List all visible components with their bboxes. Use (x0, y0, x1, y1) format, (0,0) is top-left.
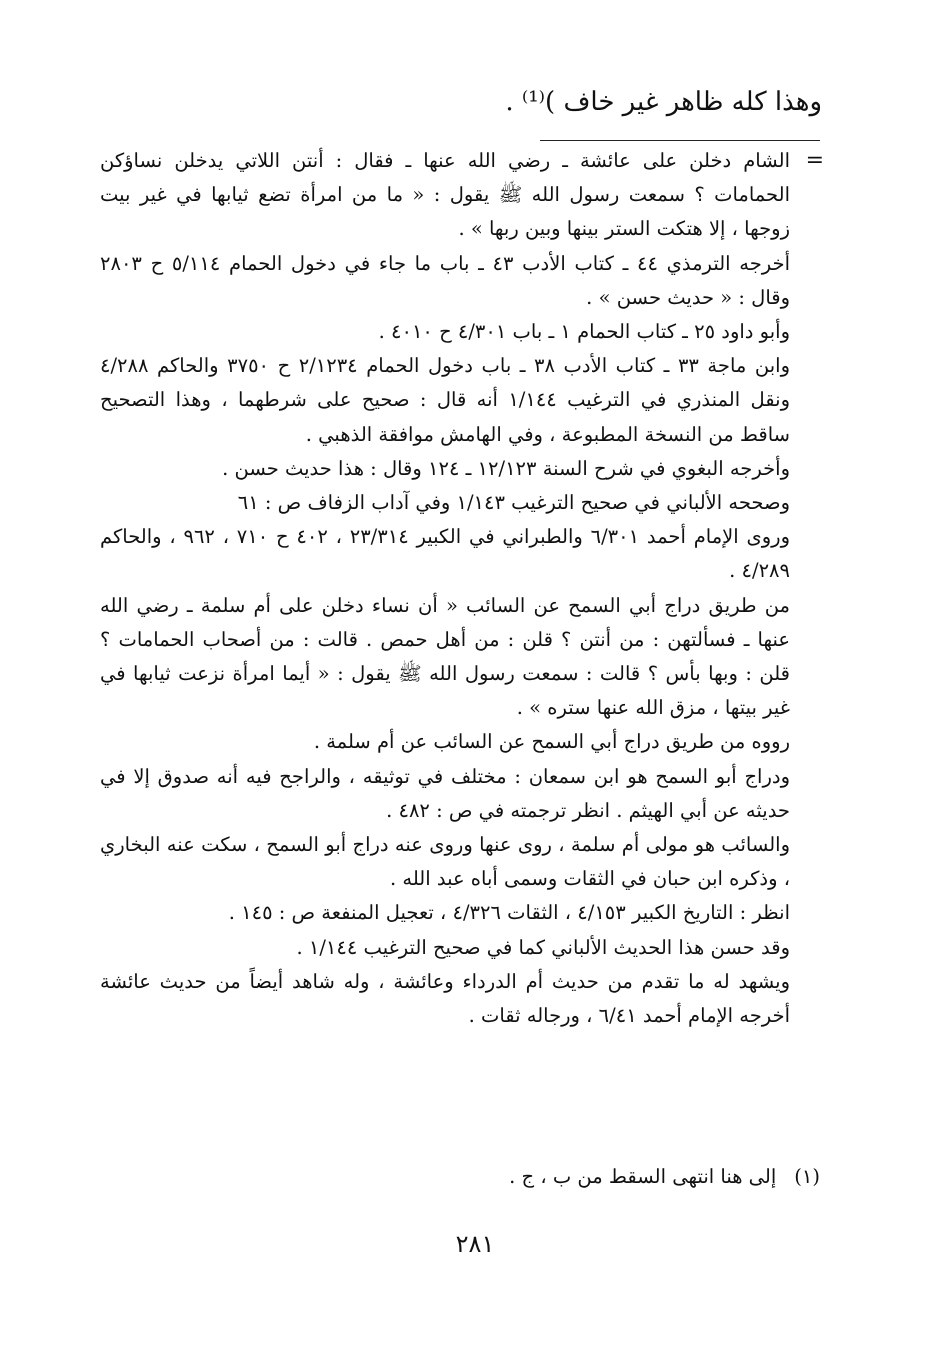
page-number: ٢٨١ (455, 1230, 495, 1258)
paragraph: وروى الإمام أحمد ٦/٣٠١ والطبراني في الكبير ٢٣/٣١٤ ، ٤٠٢ ح ٧١٠ ، ٩٦٢ ، والحاكم ٤/٢٨٩ . (100, 525, 791, 583)
paragraph: ودراج أبو السمح هو ابن سمعان : مختلف في توثيقه ، والراجح فيه أنه صدوق إلا في حديثه عن أبي الهيثم . انظر ترجمته في ص : ٤٨٢ . (100, 764, 790, 822)
paragraph: رووه من طريق دراج أبي السمح عن السائب عن أم سلمة . (313, 730, 790, 754)
paragraph: وأخرجه البغوي في شرح السنة ١٢/١٢٣ ـ ١٢٤ وقال : هذا حديث حسن . (222, 456, 790, 480)
main-text-line: وهذا كله ظاهر غير خاف )⁽¹⁾ . (505, 87, 822, 117)
paragraph: من طريق دراج أبي السمح عن السائب « أن نساء دخلن على أم سلمة ـ رضي الله عنها ـ فسألتهن : من أنتن ؟ قلن : من أهل حمص . قالت : من أصحاب الحمامات ؟ قلن : وبها بأس ؟ قالت : سمعت رسول الله ﷺ يقول : « أيما امرأة نزعت ثيابها في غير بيتها ، مزق الله عنها ستره » . (100, 593, 790, 720)
paragraph: ويشهد له ما تقدم من حديث أم الدرداء وعائشة ، وله شاهد أيضاً من حديث عائشة أخرجه الإمام أحمد ٦/٤١ ، ورجاله ثقات . (100, 969, 790, 1028)
footnote-1 (100, 1160, 820, 1194)
paragraph: وصححه الألباني في صحيح الترغيب ١/١٤٣ وفي آداب الزفاف ص : ٦١ (237, 491, 790, 515)
paragraph: الشام دخلن على عائشة ـ رضي الله عنها ـ فقال : أنتن اللاتي يدخلن نساؤكن الحمامات ؟ سمعت رسول الله ﷺ يقول : « ما من امرأة تضع ثيابها في غير بيت زوجها ، إلا هتكت الستر بينها وبين ربها » . (100, 149, 790, 241)
paragraph: وأبو داود ٢٥ ـ كتاب الحمام ١ ـ باب ٤/٣٠١ ح ٤٠١٠ . (378, 320, 790, 344)
footnote-separator-rule (540, 140, 820, 141)
paragraph: وقد حسن هذا الحديث الألباني كما في صحيح الترغيب ١/١٤٤ . (296, 935, 790, 959)
footnote-text: إلى هنا انتهى السقط من ب ، ج . (509, 1165, 777, 1188)
footnote-number: (١) (794, 1165, 820, 1188)
footnote-commentary-block (100, 144, 824, 1033)
paragraph: وابن ماجة ٣٣ ـ كتاب الأدب ٣٨ ـ باب دخول الحمام ٢/١٢٣٤ ح ٣٧٥٠ والحاكم ٤/٢٨٨ ونقل المنذري في الترغيب ١/١٤٤ أنه قال : صحيح على شرطهما ، وهذا التصحيح ساقط من النسخة المطبوعة ، وفي الهامش موافقة الذهبي . (100, 354, 790, 446)
paragraph: والسائب هو مولى أم سلمة ، روى عنها وروى عنه دراج أبو السمح ، سكت عنه البخاري ، وذكره ابن حبان في الثقات وسمى أباه عبد الله . (100, 833, 790, 891)
paragraph: أخرجه الترمذي ٤٤ ـ كتاب الأدب ٤٣ ـ باب ما جاء في دخول الحمام ٥/١١٤ ح ٢٨٠٣ وقال : « حديث حسن » . (100, 251, 790, 309)
continuation-mark: = (805, 148, 824, 173)
paragraph: انظر : التاريخ الكبير ٤/١٥٣ ، الثقات ٤/٣٢٦ ، تعجيل المنفعة ص : ١٤٥ . (228, 901, 790, 925)
